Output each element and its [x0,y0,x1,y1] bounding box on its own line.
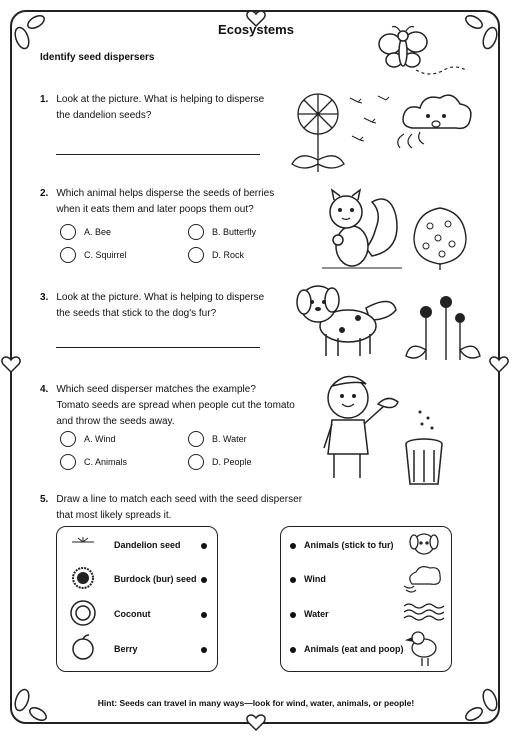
radio-circle[interactable] [188,247,204,263]
disperser-label: Water [304,609,329,619]
radio-circle[interactable] [60,454,76,470]
section-subtitle: Identify seed dispersers [40,52,155,63]
boy-icon [318,372,408,486]
question-text: and throw the seeds away. [56,416,175,427]
dog-icon [292,278,404,364]
question-text: Tomato seeds are spread when people cut the tomato [56,400,295,411]
seed-label: Berry [114,644,138,654]
option-a[interactable] [60,431,116,447]
option-c[interactable] [60,247,127,263]
match-dot-left[interactable] [201,543,207,549]
option-label: D. People [212,457,252,467]
radio-circle[interactable] [188,454,204,470]
disperser-label: Animals (eat and poop) [304,644,404,654]
option-label: C. Animals [84,457,128,467]
radio-circle[interactable] [60,247,76,263]
question-text: Look at the picture. What is helping to disperse [56,94,265,105]
trash-can-icon [402,408,458,488]
question-number: 3. [40,292,49,303]
disperser-label: Wind [304,574,326,584]
water-waves-icon [404,604,444,620]
option-a[interactable] [60,224,111,240]
option-label: B. Water [212,434,247,444]
option-label: A. Wind [84,434,116,444]
dandelion-seed-icon [72,537,94,542]
option-label: C. Squirrel [84,250,127,260]
question-text: that most likely spreads it. [56,510,172,521]
answer-line[interactable] [56,347,260,348]
question-text: Draw a line to match each seed with the seed disperser [56,494,303,505]
match-dot-left[interactable] [201,612,207,618]
question-3 [40,290,290,322]
question-text: Which seed disperser matches the example? [56,384,256,395]
answer-line[interactable] [56,154,260,155]
burdock-plant-icon [406,290,476,366]
option-label: D. Rock [212,250,245,260]
question-text: the dandelion seeds? [56,110,152,121]
berry-icon [73,635,93,659]
question-number: 2. [40,188,49,199]
butterfly-icon [378,26,468,82]
option-b[interactable] [188,224,256,240]
seed-icons [66,532,100,670]
match-dot-right[interactable] [290,577,296,583]
heart-icon [490,357,508,372]
question-5 [40,492,340,524]
squirrel-icon [322,184,402,272]
seed-icon [350,96,389,141]
seed-label: Coconut [114,609,151,619]
radio-circle[interactable] [188,224,204,240]
question-text: the seeds that stick to the dog's fur? [56,308,217,319]
radio-circle[interactable] [60,224,76,240]
hint-text: Hint: Seeds can travel in many ways—look for wind, water, animals, or people! [97,698,415,708]
question-number: 4. [40,384,49,395]
option-b[interactable] [188,431,247,447]
berry-bush-icon [408,204,472,270]
page-title: Ecosystems [218,22,294,37]
bird-icon [407,632,436,666]
question-2 [40,186,290,218]
wind-cloud-icon [404,567,440,592]
option-label: A. Bee [84,227,112,237]
option-d[interactable] [188,454,252,470]
question-number: 5. [40,494,49,505]
dog-face-icon [410,534,438,554]
radio-circle[interactable] [60,431,76,447]
radio-circle[interactable] [188,431,204,447]
match-dot-left[interactable] [201,577,207,583]
match-dot-right[interactable] [290,612,296,618]
question-number: 1. [40,94,49,105]
question-1 [40,92,280,124]
option-d[interactable] [188,247,244,263]
option-label: B. Butterfly [212,227,257,237]
question-text: when it eats them and later poops them out? [56,204,254,215]
question-text: Look at the picture. What is helping to disperse [56,292,265,303]
disperser-label: Animals (stick to fur) [304,540,394,550]
disperser-icons [404,530,446,670]
seed-label: Dandelion seed [114,540,181,550]
option-c[interactable] [60,454,127,470]
match-dot-right[interactable] [290,543,296,549]
match-dot-right[interactable] [290,647,296,653]
match-dot-left[interactable] [201,647,207,653]
seed-label: Burdock (bur) seed [114,574,197,584]
heart-icon [2,357,20,372]
coconut-icon [71,601,95,625]
question-4 [40,382,310,430]
burdock-icon [73,568,93,588]
question-text: Which animal helps disperse the seeds of berries [56,188,275,199]
heart-icon [247,715,265,730]
cloud-icon [398,92,478,152]
